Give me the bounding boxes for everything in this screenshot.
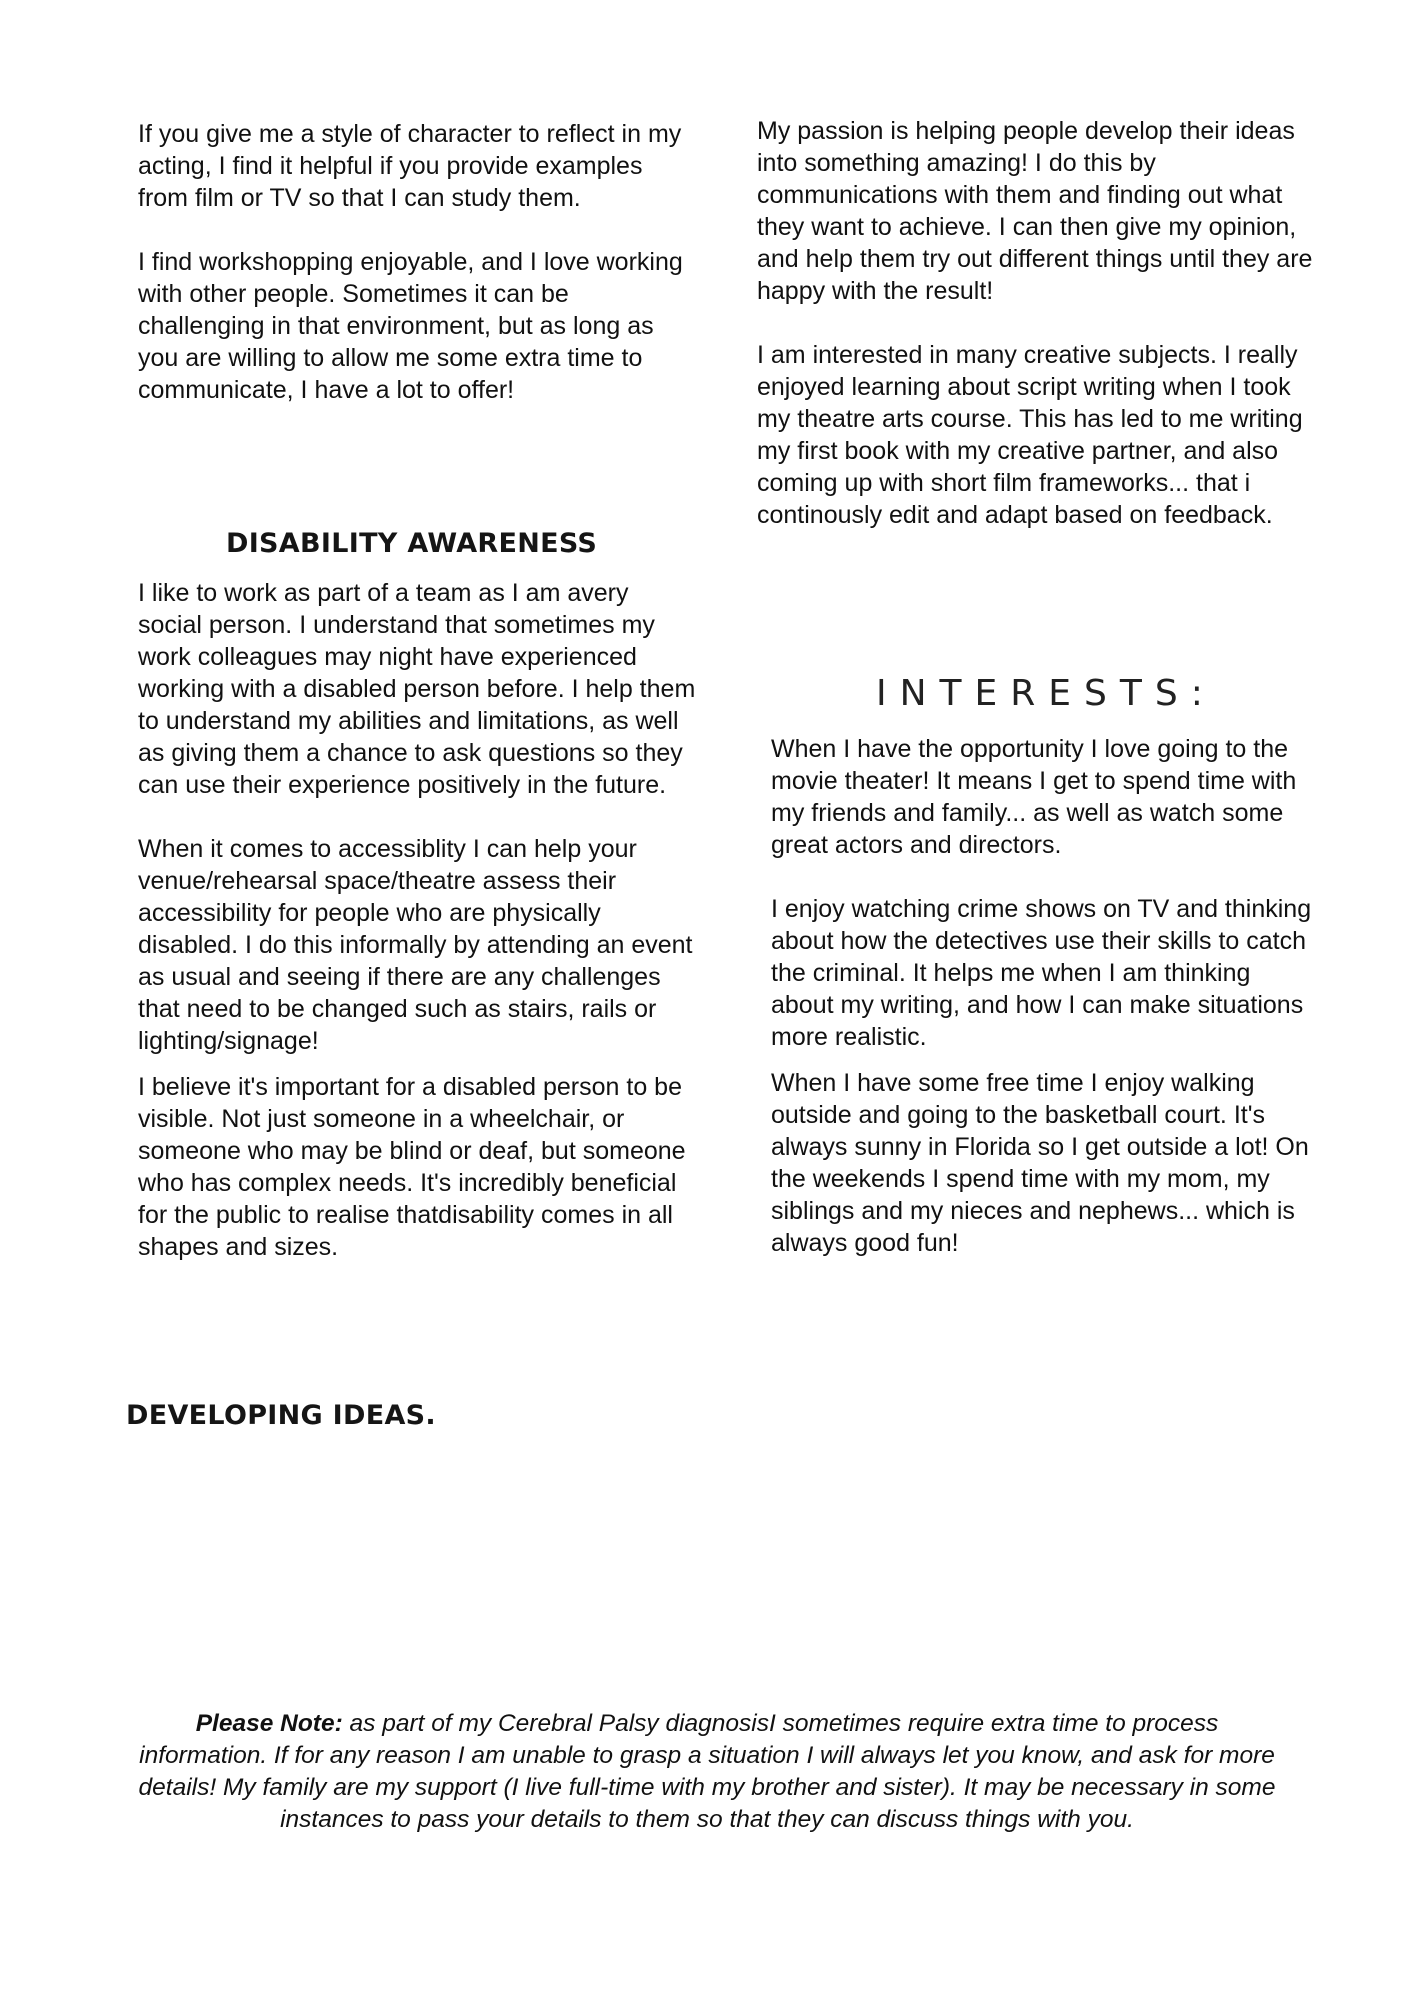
passion-paragraph: My passion is helping people develop their ideas into something amazing! I do this by communications with them and finding out what they want to achieve. I can then give my opinion, and help them try out different things until they are happy with the result! [757,117,1313,305]
visibility-paragraph: I believe it's important for a disabled person to be visible. Not just someone in a wheelchair, or someone who may be blind or deaf, but someone who has complex needs. It's incredibly beneficial for the public to realise thatdisability comes in all shapes and sizes. [138,1073,686,1261]
please-note-label: Please Note: [195,1710,343,1737]
disability-awareness-heading: DISABILITY AWARENESS [226,528,598,559]
right-column [757,115,1317,563]
left-column [138,118,698,438]
please-note-text: as part of my Cerebral Palsy diagnosisI sometimes require extra time to process information. If for any reason I am unable to grasp a situation I will always let you know, and ask for more details! My family are my support (I live full-time with my brother and sister). It may be necessary in some instances to pass your details to them so that they can discuss things with you. [138,1710,1276,1833]
accessibility-paragraph: When it comes to accessiblity I can help your venue/rehearsal space/theatre assess their accessibility for people who are physically disabled. I do this informally by attending an event as usual and seeing if there are any challenges that need to be changed such as stairs, rails or lighting/signage! [138,835,693,1055]
team-paragraph: I like to work as part of a team as I am avery social person. I understand that sometimes my work colleagues may night have experienced working with a disabled person before. I help them to understand my abilities and limitations, as well as giving them a chance to ask questions so they can use their experience positively in the future. [138,579,696,799]
interests-section [771,733,1317,1291]
disability-section [138,577,698,1295]
crime-shows-paragraph: I enjoy watching crime shows on TV and thinking about how the detectives use their skills to catch the criminal. It helps me when I am thinking about my writing, and how I can make situations more realistic. [771,895,1312,1051]
please-note [130,1708,1284,1836]
interests-heading: INTERESTS: [876,673,1216,714]
movie-theater-paragraph: When I have the opportunity I love going to the movie theater! It means I get to spend time with my friends and family... as well as watch some great actors and directors. [771,735,1297,859]
workshopping-paragraph: I find workshopping enjoyable, and I love working with other people. Sometimes it can be challenging in that environment, but as long as you are willing to allow me some extra time to communicate, I have a lot to offer! [138,248,683,404]
developing-ideas-heading: DEVELOPING IDEAS. [126,1400,436,1431]
free-time-paragraph: When I have some free time I enjoy walking outside and going to the basketball court. It's always sunny in Florida so I get outside a lot! On the weekends I spend time with my mom, my siblings and my nieces and nephews... which is always good fun! [771,1069,1309,1257]
acting-paragraph: If you give me a style of character to reflect in my acting, I find it helpful if you provide examples from film or TV so that I can study them. [138,120,682,212]
creative-subjects-paragraph: I am interested in many creative subjects. I really enjoyed learning about script writing when I took my theatre arts course. This has led to me writing my first book with my creative partner, and also coming up with short film frameworks... that i continously edit and adapt based on feedback. [757,341,1303,529]
